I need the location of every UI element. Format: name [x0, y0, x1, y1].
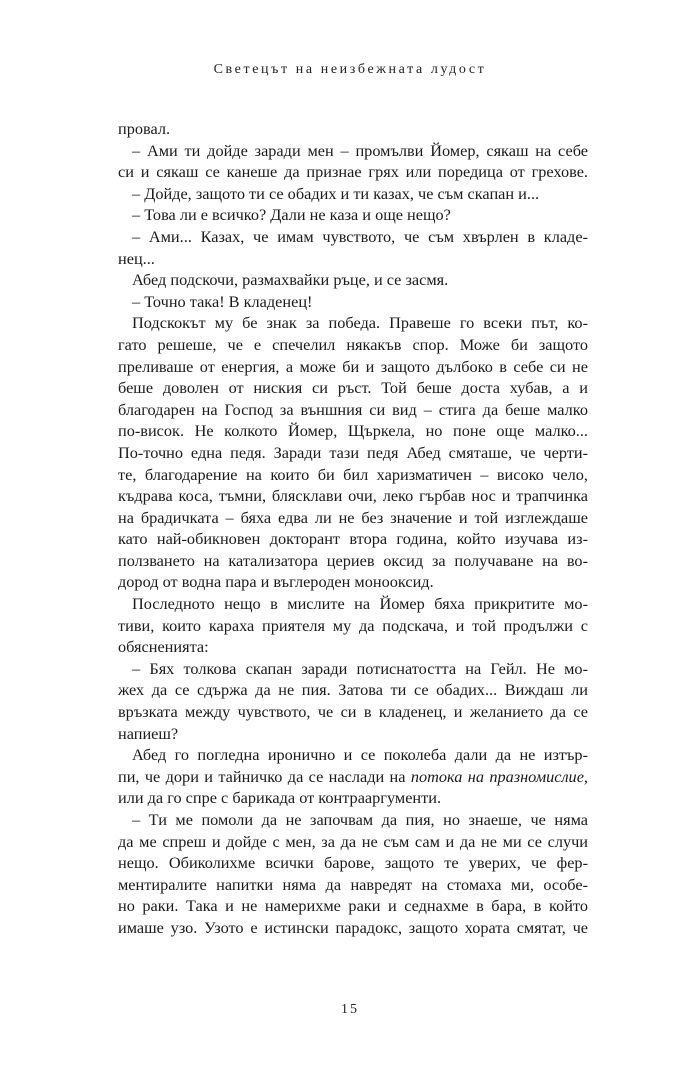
text-line	[118, 571, 588, 593]
text-segment: – Ами ти дойде заради мен – промълви Йомер, сякаш на себе	[132, 140, 588, 160]
text-segment: по-висок. Не колкото Йомер, Щъркела, но поне още малко...	[118, 421, 589, 441]
text-line	[118, 399, 588, 421]
text-segment: връзката между чувството, че си в кладенец, и желанието да се	[118, 702, 588, 722]
text-line	[118, 723, 588, 745]
text-segment: Абед подскочи, размахвайки ръце, и се засмя.	[132, 270, 449, 290]
running-head: Светецът на неизбежната лудост	[213, 62, 487, 77]
text-line	[118, 528, 588, 550]
text-line	[118, 701, 588, 723]
text-line	[118, 161, 588, 183]
text-segment: ползването на катализатора цериев оксид за получаване на во-	[118, 550, 588, 570]
text-segment: беше доволен от ниския си ръст. Той беше доста хубав, а и	[118, 378, 588, 398]
text-segment: – Бях толкова скапан заради потиснатостта на Гейл. Не мо-	[132, 658, 588, 678]
page-number: 15	[341, 1002, 359, 1017]
text-segment: ментиралите напитки няма да навредят на стомаха ми, особе-	[118, 874, 588, 894]
text-segment: те, благодарение на които би бил харизматичен – високо чело,	[118, 464, 588, 484]
text-line	[118, 485, 588, 507]
text-line	[118, 377, 588, 399]
text-line	[118, 658, 588, 680]
text-segment: – Това ли е всичко? Дали не каза и още нещо?	[132, 205, 451, 225]
text-segment: нец...	[118, 248, 155, 268]
text-segment: – Дойде, защото ти се обадих и ти казах, че съм скапан и...	[132, 183, 540, 203]
text-line	[118, 291, 588, 313]
text-line	[118, 852, 588, 874]
text-line	[118, 809, 588, 831]
text-line	[118, 550, 588, 572]
text-segment: преливаше от енергия, а може би и защото дълбоко в себе си не	[118, 356, 588, 376]
text-line	[118, 917, 588, 939]
text-line	[118, 831, 588, 853]
text-segment: нещо. Обиколихме всички барове, защото те уверих, че фер-	[118, 853, 588, 873]
text-line	[118, 226, 588, 248]
text-segment: жех да се сдържа да не пия. Затова ти се обадих... Виждаш ли	[118, 680, 588, 700]
text-segment: – Точно така! В кладенец!	[132, 291, 313, 311]
text-segment: къдрава коса, тъмни, блясклави очи, леко гърбав нос и трапчинка	[118, 486, 588, 506]
text-line	[118, 507, 588, 529]
text-line	[118, 615, 588, 637]
text-line	[118, 787, 588, 809]
text-segment: Подскокът му бе знак за победа. Правеше го всеки път, ко-	[132, 313, 588, 333]
text-line	[118, 248, 588, 270]
text-segment: на брадичката – бяха едва ли не без значение и той изглеждаше	[118, 507, 588, 527]
text-segment: благодарен на Господ за външния си вид – стига да беше малко	[118, 399, 588, 419]
text-segment: тиви, които караха приятеля му да подскача, и той продължи с	[118, 615, 588, 635]
text-segment: гато решеше, че е спечелил някакъв спор. Може би защото	[118, 334, 588, 354]
text-line	[118, 593, 588, 615]
body-text	[118, 118, 588, 939]
text-line	[118, 204, 588, 226]
text-segment: – Ти ме помоли да не започвам да пия, но знаеше, че няма	[132, 810, 588, 829]
text-line	[118, 269, 588, 291]
text-line	[118, 744, 588, 766]
text-segment: – Ами... Казах, че имам чувството, че съм хвърлен в кладе-	[132, 226, 588, 246]
text-line	[118, 442, 588, 464]
text-segment: По-точно една педя. Заради тази педя Абед смяташе, че черти-	[118, 442, 588, 462]
text-line	[118, 874, 588, 896]
text-segment: пи, че дори и тайничко да се наслади на	[118, 766, 411, 786]
text-segment: да ме спреш и дойде с мен, за да не съм сам и да не ми се случи	[118, 831, 588, 851]
text-segment: имаше узо. Узото е истински парадокс, защото хората смятат, че	[118, 917, 588, 937]
text-line	[118, 312, 588, 334]
text-line	[118, 766, 588, 788]
italic-segment: потока на празномислие,	[410, 766, 588, 786]
text-line	[118, 183, 588, 205]
text-line	[118, 140, 588, 162]
text-segment: си и сякаш се канеше да признае грях или поредица от грехове.	[118, 162, 588, 182]
text-line	[118, 420, 588, 442]
text-line	[118, 118, 588, 140]
text-segment: напиеш?	[118, 723, 179, 743]
text-line	[118, 464, 588, 486]
text-segment: Абед го погледна иронично и се поколеба дали да не изтър-	[132, 745, 588, 765]
text-line	[118, 679, 588, 701]
text-line	[118, 895, 588, 917]
text-line	[118, 356, 588, 378]
text-segment: обясненията:	[118, 637, 209, 657]
text-line	[118, 334, 588, 356]
text-segment: като най-обикновен докторант втора година, който изучава из-	[118, 529, 588, 549]
text-segment: провал.	[118, 119, 171, 138]
text-segment: или да го спре с барикада от контрааргументи.	[118, 788, 442, 808]
text-line	[118, 636, 588, 658]
text-segment: но раки. Така и не намерихме раки и седнахме в бара, в който	[118, 896, 588, 916]
text-segment: Последното нещо в мислите на Йомер бяха прикритите мо-	[132, 594, 588, 614]
text-segment: дород от водна пара и въглероден монооксид.	[118, 572, 434, 592]
